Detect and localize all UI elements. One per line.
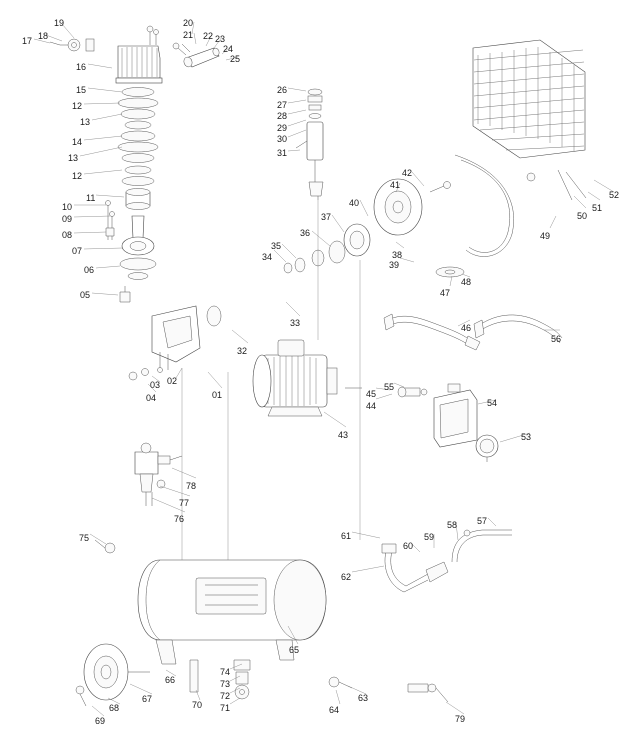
- callout-20: 20: [183, 18, 194, 28]
- callout-74: 74: [220, 667, 231, 677]
- callout-30: 30: [277, 134, 288, 144]
- callout-37: 37: [321, 212, 332, 222]
- callout-79: 79: [455, 714, 466, 724]
- callout-78: 78: [186, 481, 197, 491]
- callout-77: 77: [179, 498, 190, 508]
- callout-76: 76: [174, 514, 185, 524]
- callout-57: 57: [477, 516, 488, 526]
- callout-71: 71: [220, 703, 231, 713]
- callout-27: 27: [277, 100, 288, 110]
- callout-13b: 13: [68, 153, 79, 163]
- callout-12a: 12: [72, 101, 83, 111]
- callout-73: 73: [220, 679, 231, 689]
- regulator-unit-group: [135, 443, 182, 506]
- callout-15: 15: [76, 85, 87, 95]
- callout-64: 64: [329, 705, 340, 715]
- callout-44: 44: [366, 401, 377, 411]
- callout-53: 53: [521, 432, 532, 442]
- callout-40: 40: [349, 198, 360, 208]
- callout-58: 58: [447, 520, 458, 530]
- callout-51: 51: [592, 203, 603, 213]
- callout-66: 66: [165, 675, 176, 685]
- callout-68: 68: [109, 703, 120, 713]
- callout-07: 07: [72, 246, 83, 256]
- callout-63: 63: [358, 693, 369, 703]
- callout-52: 52: [609, 190, 620, 200]
- callout-38: 38: [392, 250, 403, 260]
- callout-65: 65: [289, 645, 300, 655]
- callout-14: 14: [72, 137, 83, 147]
- callout-46: 46: [461, 323, 472, 333]
- callout-17: 17: [22, 36, 33, 46]
- callout-47: 47: [440, 288, 451, 298]
- callout-01: 01: [212, 390, 223, 400]
- callout-05: 05: [80, 290, 91, 300]
- callout-26: 26: [277, 85, 288, 95]
- callout-13a: 13: [80, 117, 91, 127]
- callout-41: 41: [390, 180, 401, 190]
- callout-21: 21: [183, 30, 194, 40]
- callout-43: 43: [338, 430, 349, 440]
- callout-39: 39: [389, 260, 400, 270]
- callout-36: 36: [300, 228, 311, 238]
- callout-03: 03: [150, 380, 161, 390]
- tank-group: [76, 540, 448, 706]
- callout-18: 18: [38, 31, 49, 41]
- callout-72: 72: [220, 691, 231, 701]
- callout-29: 29: [277, 123, 288, 133]
- callout-62: 62: [341, 572, 352, 582]
- callout-56: 56: [551, 334, 562, 344]
- callout-02: 02: [167, 376, 178, 386]
- callout-25: 25: [230, 54, 241, 64]
- callout-42: 42: [402, 168, 413, 178]
- motor-group: [253, 340, 427, 416]
- callout-33: 33: [290, 318, 301, 328]
- callout-70: 70: [192, 700, 203, 710]
- callout-45: 45: [366, 389, 377, 399]
- callout-12b: 12: [72, 171, 83, 181]
- callout-54: 54: [487, 398, 498, 408]
- callout-49: 49: [540, 231, 551, 241]
- callout-55: 55: [384, 382, 395, 392]
- callout-28: 28: [277, 111, 288, 121]
- callout-23: 23: [215, 34, 226, 44]
- callout-08: 08: [62, 230, 73, 240]
- callout-61: 61: [341, 531, 352, 541]
- callout-06: 06: [84, 265, 95, 275]
- callout-60: 60: [403, 541, 414, 551]
- callout-48: 48: [461, 277, 472, 287]
- callout-11: 11: [86, 193, 96, 203]
- callout-16: 16: [76, 62, 87, 72]
- callout-75: 75: [79, 533, 90, 543]
- callout-09: 09: [62, 214, 73, 224]
- callout-24: 24: [223, 44, 234, 54]
- callout-10: 10: [62, 202, 73, 212]
- callout-59: 59: [424, 532, 435, 542]
- callout-69: 69: [95, 716, 106, 726]
- callout-22: 22: [203, 31, 214, 41]
- callout-04: 04: [146, 393, 157, 403]
- callout-35: 35: [271, 241, 282, 251]
- callout-34: 34: [262, 252, 273, 262]
- regulator-stack-group: [296, 89, 323, 200]
- pressure-switch-group: [434, 384, 498, 462]
- callout-67: 67: [142, 694, 153, 704]
- callout-32: 32: [237, 346, 248, 356]
- callout-31: 31: [277, 148, 288, 158]
- cylinder-head-group: [50, 26, 221, 380]
- callout-50: 50: [577, 211, 588, 221]
- flywheel-group: [284, 40, 586, 277]
- callout-19: 19: [54, 18, 65, 28]
